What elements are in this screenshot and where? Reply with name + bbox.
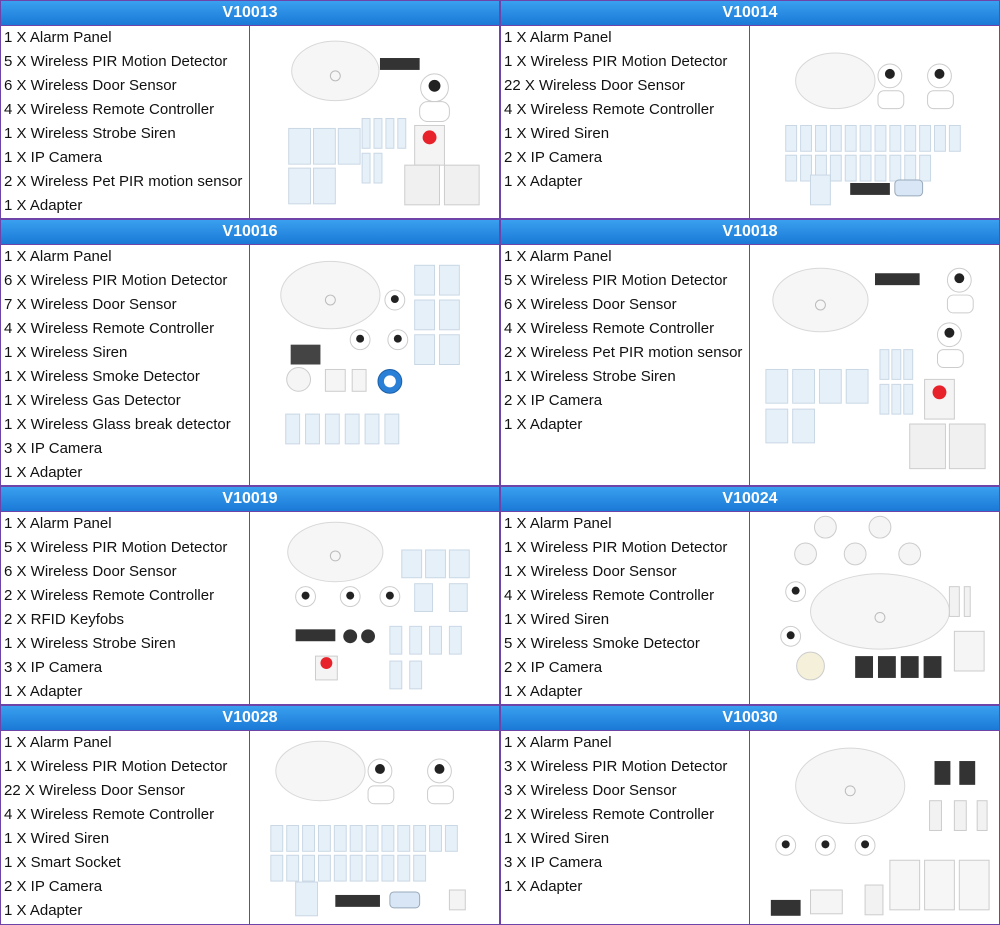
- list-item: 5 X Wireless Smoke Detector: [504, 635, 700, 652]
- list-item: 1 X Wired Siren: [504, 125, 610, 142]
- kit-code-header: V10024: [500, 486, 1000, 512]
- list-item: 1 X Adapter: [504, 416, 583, 433]
- list-item: 1 X Wired Siren: [4, 830, 110, 847]
- list-item: 1 X Adapter: [4, 902, 83, 919]
- list-item: 6 X Wireless PIR Motion Detector: [4, 272, 228, 289]
- kit-body: [0, 512, 500, 705]
- kit-code-header: V10018: [500, 219, 1000, 245]
- list-item: 1 X Wired Siren: [504, 611, 610, 628]
- kit-V10024: [500, 486, 1000, 705]
- kit-item-list: [1, 245, 250, 485]
- kit-code-header: V10019: [0, 486, 500, 512]
- list-item: 1 X Wired Siren: [504, 830, 610, 847]
- kit-code-header: V10030: [500, 705, 1000, 731]
- kit-product-photo-svg: [251, 731, 499, 924]
- kit-product-photo-svg: [751, 731, 999, 924]
- kit-product-photo: [251, 26, 499, 218]
- list-item: 4 X Wireless Remote Controller: [504, 587, 715, 604]
- kit-product-photo: [751, 26, 999, 218]
- kit-product-photo-svg: [751, 245, 999, 485]
- list-item: 1 X Adapter: [4, 197, 83, 214]
- list-item: 1 X Alarm Panel: [504, 515, 612, 532]
- kit-V10019: [0, 486, 500, 705]
- list-item: 6 X Wireless Door Sensor: [4, 77, 177, 94]
- kit-item-list: [501, 245, 750, 485]
- list-item: 1 X Wireless PIR Motion Detector: [504, 539, 728, 556]
- list-item: 5 X Wireless PIR Motion Detector: [504, 272, 728, 289]
- kit-code-header: V10016: [0, 219, 500, 245]
- kit-body: [500, 731, 1000, 925]
- list-item: 1 X Wireless PIR Motion Detector: [504, 53, 728, 70]
- list-item: 1 X Wireless Strobe Siren: [504, 368, 676, 385]
- kit-code-header: V10028: [0, 705, 500, 731]
- list-item: 1 X Wireless Strobe Siren: [4, 125, 176, 142]
- list-item: 1 X Adapter: [504, 878, 583, 895]
- list-item: 1 X Wireless Door Sensor: [504, 563, 677, 580]
- list-item: 2 X IP Camera: [504, 392, 603, 409]
- kit-V10014: [500, 0, 1000, 219]
- list-item: 1 X Wireless PIR Motion Detector: [4, 758, 228, 775]
- list-item: 3 X Wireless PIR Motion Detector: [504, 758, 728, 775]
- kit-product-photo: [251, 512, 499, 704]
- list-item: 1 X Alarm Panel: [504, 734, 612, 751]
- list-item: 3 X Wireless Door Sensor: [504, 782, 677, 799]
- list-item: 1 X Adapter: [504, 683, 583, 700]
- list-item: 2 X Wireless Pet PIR motion sensor: [4, 173, 243, 190]
- list-item: 1 X Wireless Smoke Detector: [4, 368, 200, 385]
- list-item: 1 X Wireless Siren: [4, 344, 128, 361]
- list-item: 2 X Wireless Remote Controller: [4, 587, 215, 604]
- list-item: 1 X Wireless Glass break detector: [4, 416, 231, 433]
- list-item: 4 X Wireless Remote Controller: [4, 320, 215, 337]
- list-item: 2 X IP Camera: [504, 149, 603, 166]
- kit-item-list: [501, 26, 750, 218]
- list-item: 3 X IP Camera: [4, 659, 103, 676]
- kit-V10030: [500, 705, 1000, 925]
- kit-product-photo-svg: [251, 26, 499, 218]
- list-item: 5 X Wireless PIR Motion Detector: [4, 53, 228, 70]
- kit-product-photo-svg: [251, 245, 499, 485]
- list-item: 1 X Alarm Panel: [504, 29, 612, 46]
- list-item: 6 X Wireless Door Sensor: [4, 563, 177, 580]
- list-item: 22 X Wireless Door Sensor: [4, 782, 185, 799]
- kit-code-header: V10014: [500, 0, 1000, 26]
- list-item: 5 X Wireless PIR Motion Detector: [4, 539, 228, 556]
- right-column: [500, 0, 1000, 925]
- list-item: 4 X Wireless Remote Controller: [4, 806, 215, 823]
- list-item: 1 X Alarm Panel: [4, 248, 112, 265]
- kit-V10018: [500, 219, 1000, 486]
- list-item: 1 X Alarm Panel: [4, 734, 112, 751]
- list-item: 1 X Wireless Strobe Siren: [4, 635, 176, 652]
- kit-product-photo-svg: [751, 512, 999, 704]
- list-item: 22 X Wireless Door Sensor: [504, 77, 685, 94]
- list-item: 2 X RFID Keyfobs: [4, 611, 125, 628]
- list-item: 2 X IP Camera: [504, 659, 603, 676]
- list-item: 7 X Wireless Door Sensor: [4, 296, 177, 313]
- kit-item-list: [501, 731, 750, 924]
- list-item: 4 X Wireless Remote Controller: [4, 101, 215, 118]
- list-item: 1 X Adapter: [4, 683, 83, 700]
- kit-V10016: [0, 219, 500, 486]
- list-item: 1 X Wireless Gas Detector: [4, 392, 181, 409]
- list-item: 1 X IP Camera: [4, 149, 103, 166]
- kit-V10013: [0, 0, 500, 219]
- kit-item-list: [1, 26, 250, 218]
- list-item: 2 X Wireless Pet PIR motion sensor: [504, 344, 743, 361]
- list-item: 1 X Alarm Panel: [504, 248, 612, 265]
- list-item: 1 X Smart Socket: [4, 854, 121, 871]
- list-item: 1 X Adapter: [4, 464, 83, 481]
- kit-item-list: [501, 512, 750, 704]
- kit-product-photo: [251, 245, 499, 485]
- kit-code-header: V10013: [0, 0, 500, 26]
- kit-product-photo-svg: [251, 512, 499, 704]
- list-item: 4 X Wireless Remote Controller: [504, 320, 715, 337]
- kit-body: [500, 245, 1000, 486]
- list-item: 3 X IP Camera: [504, 854, 603, 871]
- kit-body: [0, 26, 500, 219]
- kit-body: [0, 245, 500, 486]
- kit-product-photo-svg: [751, 26, 999, 218]
- list-item: 2 X IP Camera: [4, 878, 103, 895]
- kit-body: [500, 512, 1000, 705]
- list-item: 1 X Alarm Panel: [4, 515, 112, 532]
- list-item: 4 X Wireless Remote Controller: [504, 101, 715, 118]
- list-item: 1 X Alarm Panel: [4, 29, 112, 46]
- kit-body: [500, 26, 1000, 219]
- kit-V10028: [0, 705, 500, 925]
- list-item: 3 X IP Camera: [4, 440, 103, 457]
- kit-item-list: [1, 731, 250, 924]
- kit-product-photo: [251, 731, 499, 924]
- kit-item-list: [1, 512, 250, 704]
- kit-product-photo: [751, 245, 999, 485]
- kit-product-photo: [751, 731, 999, 924]
- list-item: 2 X Wireless Remote Controller: [504, 806, 715, 823]
- kit-body: [0, 731, 500, 925]
- kit-product-photo: [751, 512, 999, 704]
- list-item: 6 X Wireless Door Sensor: [504, 296, 677, 313]
- list-item: 1 X Adapter: [504, 173, 583, 190]
